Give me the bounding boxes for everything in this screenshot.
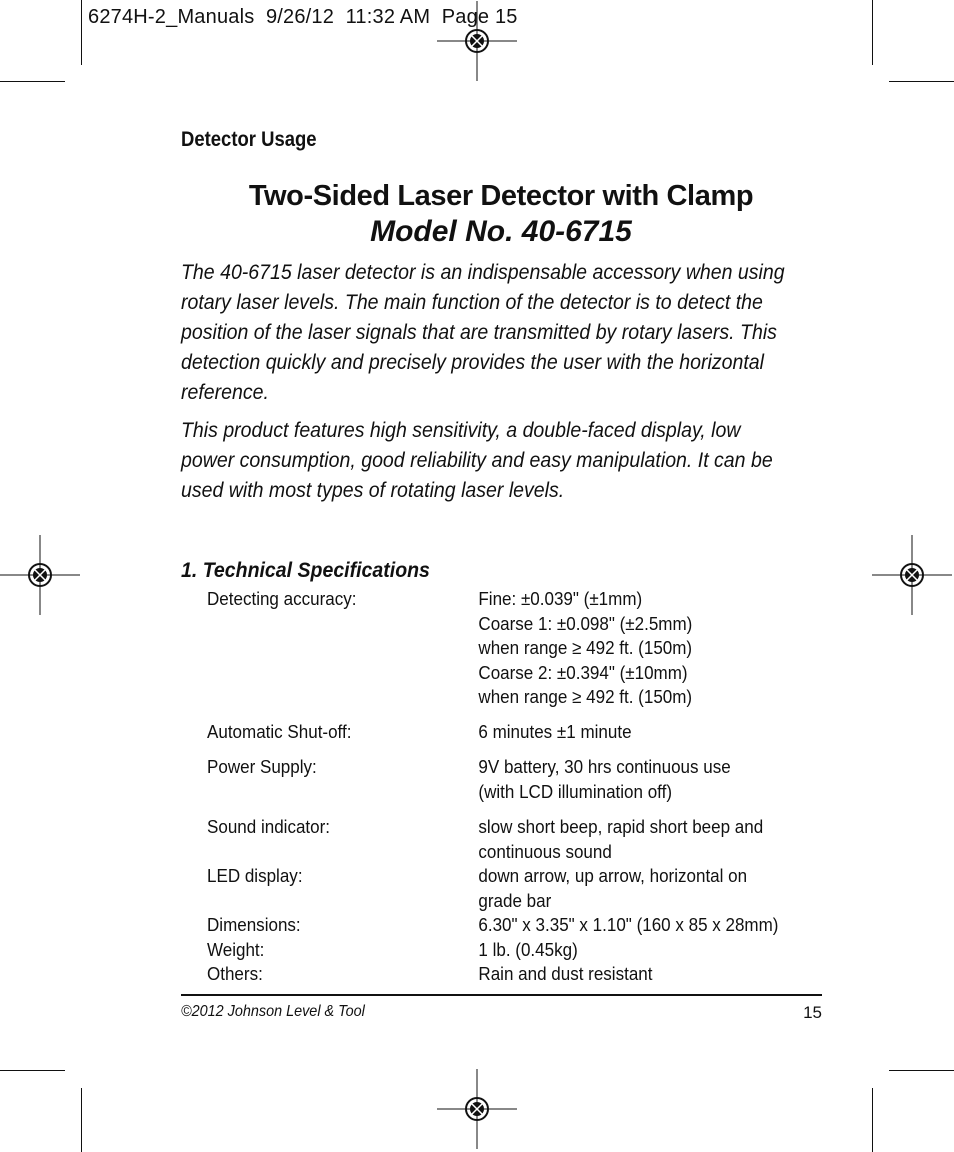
spec-row — [207, 755, 796, 804]
crop-mark — [0, 81, 65, 82]
crop-mark — [872, 1088, 873, 1152]
model-number: Model No. 40-6715 — [370, 215, 632, 248]
spec-value — [478, 815, 795, 864]
spec-value — [478, 720, 795, 745]
intro-text — [181, 258, 795, 514]
specs-heading: 1. Technical Specifications — [181, 559, 430, 582]
spec-value — [478, 913, 795, 938]
spec-value-line: (with LCD illumination off) — [478, 780, 673, 802]
spec-label: Weight: — [207, 938, 265, 960]
crop-mark — [0, 1070, 65, 1071]
spec-label: Detecting accuracy: — [207, 588, 357, 609]
spec-value — [478, 755, 795, 804]
spec-label: Automatic Shut-off: — [207, 720, 352, 742]
spec-row — [207, 720, 796, 745]
registration-mark-icon — [437, 1, 517, 81]
crop-mark — [81, 0, 82, 65]
registration-mark-icon — [437, 1069, 517, 1149]
spec-row — [207, 938, 796, 963]
spec-value-line: Coarse 1: ±0.098" (±2.5mm) — [478, 612, 693, 634]
spec-value-line: grade bar — [478, 889, 552, 911]
registration-mark-icon — [872, 535, 952, 615]
crop-mark — [81, 1088, 82, 1152]
spec-value-line: 6 minutes ±1 minute — [478, 720, 632, 742]
registration-mark-icon — [0, 535, 80, 615]
spec-value-line: 6.30" x 3.35" x 1.10" (160 x 85 x 28mm) — [478, 914, 779, 935]
page-title: Two-Sided Laser Detector with Clamp — [248, 180, 754, 212]
spec-value-line: when range ≥ 492 ft. (150m) — [478, 686, 693, 707]
section-label: Detector Usage — [181, 128, 317, 151]
spec-value-line: continuous sound — [478, 840, 612, 862]
spec-value-line: Coarse 2: ±0.394" (±10mm) — [478, 661, 688, 683]
spec-value — [478, 962, 795, 987]
print-slug: 6274H-2_Manuals 9/26/12 11:32 AM Page 15 — [88, 6, 518, 28]
spec-value-line: down arrow, up arrow, horizontal on — [478, 865, 748, 886]
page-number: 15 — [803, 1003, 822, 1022]
crop-mark — [889, 1070, 954, 1071]
spec-label: Power Supply: — [207, 756, 317, 777]
spec-value-line: 1 lb. (0.45kg) — [478, 938, 578, 960]
spec-row — [207, 864, 796, 913]
copyright: ©2012 Johnson Level & Tool — [181, 1003, 365, 1020]
intro-paragraph: The 40-6715 laser detector is an indispensable accessory when using rotary laser levels. The main function of the detector is to detect the position of the laser signals that are transmitted by rotary lasers. This detection quickly and precisely provides the user with the horizontal reference. — [181, 261, 785, 404]
spec-row — [207, 587, 796, 710]
spec-row — [207, 815, 796, 864]
spec-value-line: Fine: ±0.039" (±1mm) — [478, 588, 643, 609]
spec-value-line: 9V battery, 30 hrs continuous use — [478, 756, 731, 777]
spec-value-line: slow short beep, rapid short beep and — [478, 816, 764, 837]
spec-value-line: Rain and dust resistant — [478, 963, 653, 984]
spec-value-line: when range ≥ 492 ft. (150m) — [478, 637, 693, 658]
footer-divider — [181, 994, 822, 996]
crop-mark — [889, 81, 954, 82]
crop-mark — [872, 0, 873, 65]
specs-table — [207, 587, 796, 987]
spec-label: Others: — [207, 963, 263, 984]
spec-label: Sound indicator: — [207, 816, 331, 837]
spec-value — [478, 587, 795, 710]
spec-value — [478, 864, 795, 913]
spec-label: LED display: — [207, 865, 303, 886]
spec-row — [207, 962, 796, 987]
spec-label: Dimensions: — [207, 914, 301, 935]
spec-value — [478, 938, 795, 963]
intro-paragraph: This product features high sensitivity, a double-faced display, low power consumption, good reliability and easy manipulation. It can be used with most types of rotating laser levels. — [181, 419, 773, 502]
spec-row — [207, 913, 796, 938]
